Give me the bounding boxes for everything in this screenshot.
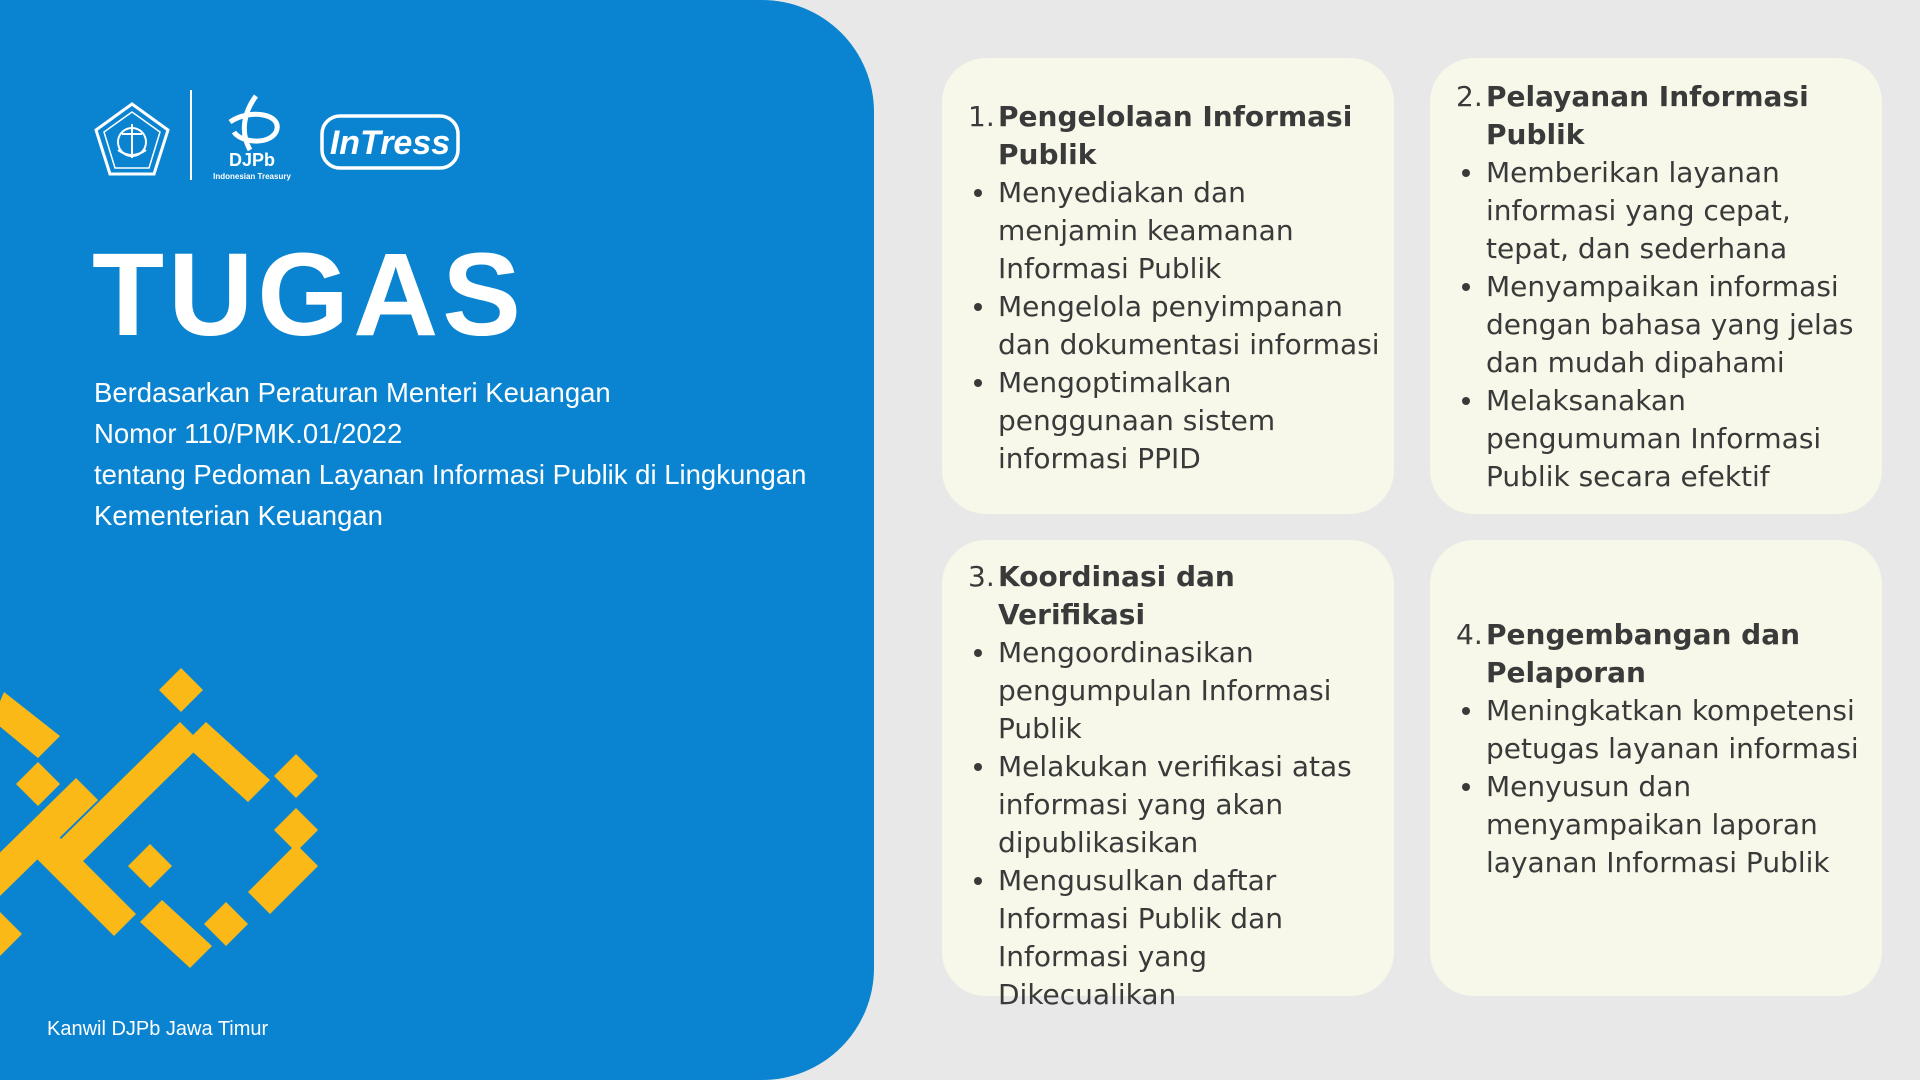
subtitle-line: Berdasarkan Peraturan Menteri Keuangan (94, 377, 611, 408)
list-item: Mengoptimalkan penggunaan sistem informasi PPID (968, 364, 1390, 478)
card-list (1456, 692, 1878, 882)
card-number: 1. (968, 100, 995, 133)
list-item: Mengelola penyimpanan dan dokumentasi informasi (968, 288, 1390, 364)
list-item: Mengusulkan daftar Informasi Publik dan Informasi yang Dikecualikan (968, 862, 1390, 1014)
list-item: Memberikan layanan informasi yang cepat, tepat, dan sederhana (1456, 154, 1878, 268)
card-heading (1456, 616, 1878, 692)
task-card-3 (942, 540, 1394, 1011)
subtitle-line: Nomor 110/PMK.01/2022 (94, 418, 403, 449)
list-item: Melakukan verifikasi atas informasi yang akan dipublikasikan (968, 748, 1390, 862)
djpb-logo-subtext: Indonesian Treasury (213, 172, 291, 181)
list-item: Melaksanakan pengumuman Informasi Publik secara efektif (1456, 382, 1878, 496)
card-heading (968, 98, 1390, 174)
task-card-4 (1430, 540, 1882, 996)
list-item: Menyusun dan menyampaikan laporan layanan Informasi Publik (1456, 768, 1878, 882)
card-heading (968, 558, 1390, 634)
intress-logo-text: InTress (329, 124, 451, 162)
list-item: Menyediakan dan menjamin keamanan Informasi Publik (968, 174, 1390, 288)
card-title: Koordinasi dan Verifikasi (998, 560, 1235, 631)
card-title: Pelayanan Informasi Publik (1486, 80, 1809, 151)
card-list (968, 174, 1390, 478)
card-number: 4. (1456, 618, 1483, 651)
footer-text: Kanwil DJPb Jawa Timur (47, 1018, 269, 1040)
card-list (968, 634, 1390, 1014)
subtitle-line: tentang Pedoman Layanan Informasi Publik di Lingkungan (94, 459, 807, 490)
intress-logo-icon (320, 112, 460, 172)
subtitle-line: Kementerian Keuangan (94, 500, 383, 531)
left-panel (0, 0, 874, 1080)
djpb-logo-text: DJPb (228, 150, 276, 170)
task-card-2 (1430, 58, 1882, 514)
card-title: Pengembangan dan Pelaporan (1486, 618, 1801, 689)
card-list (1456, 154, 1878, 496)
list-item: Meningkatkan kompetensi petugas layanan informasi (1456, 692, 1878, 768)
task-card-1 (942, 58, 1394, 514)
logo-divider (190, 90, 192, 180)
decorative-pattern-icon (0, 668, 320, 978)
logo-group (92, 90, 492, 182)
list-item: Mengoordinasikan pengumpulan Informasi Publik (968, 634, 1390, 748)
list-item: Menyampaikan informasi dengan bahasa yang jelas dan mudah dipahami (1456, 268, 1878, 382)
subtitle (94, 372, 874, 536)
kemenkeu-logo-icon (92, 100, 172, 180)
card-number: 3. (968, 560, 995, 593)
card-title: Pengelolaan Informasi Publik (998, 100, 1353, 171)
page-title: TUGAS (92, 229, 525, 361)
djpb-logo-icon (210, 92, 294, 182)
card-number: 2. (1456, 80, 1483, 113)
card-heading (1456, 78, 1878, 154)
